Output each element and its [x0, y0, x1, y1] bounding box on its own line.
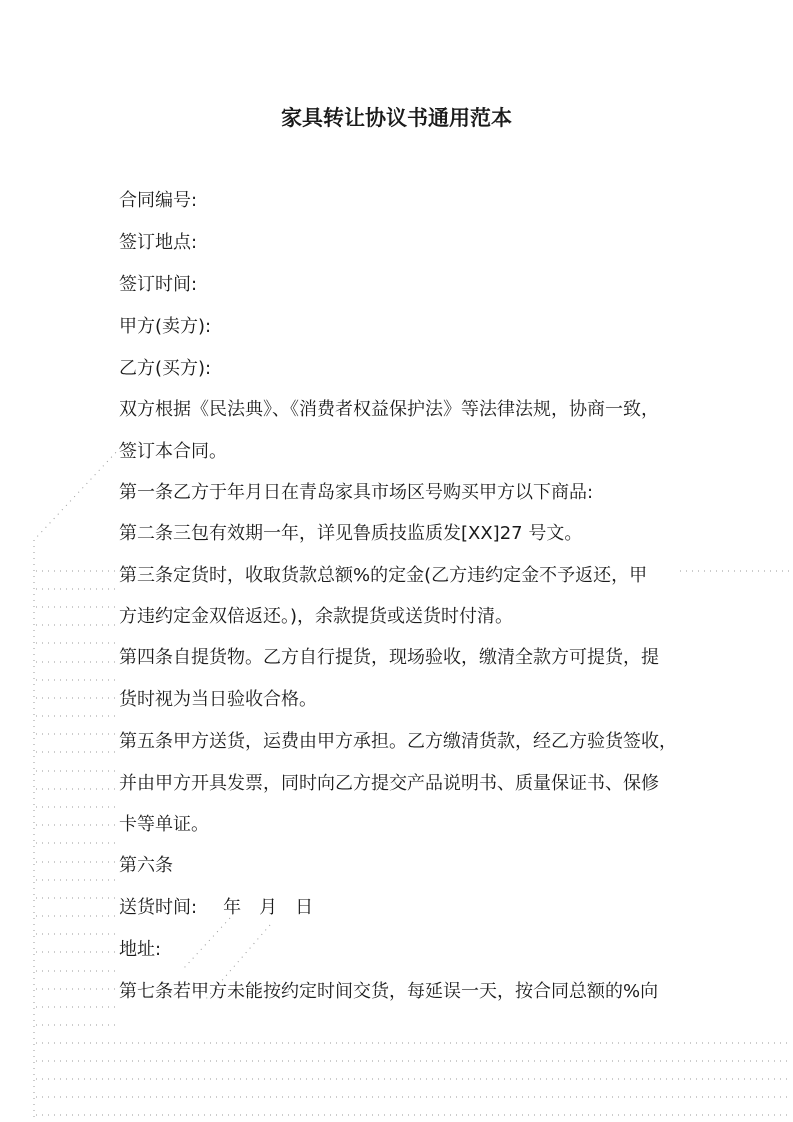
article-4-line-2: 货时视为当日验收合格。 [119, 689, 317, 710]
address-field: 地址: [119, 939, 162, 960]
document-title: 家具转让协议书通用范本 [281, 106, 512, 130]
article-3-line-2: 方违约定金双倍返还。)，余款提货或送货时付清。 [119, 606, 514, 627]
delivery-year-label: 年 [223, 897, 242, 918]
sign-place-field: 签订地点: [119, 232, 198, 253]
party-b-field: 乙方(买方): [119, 358, 212, 379]
sign-time-field: 签订时间: [119, 274, 198, 295]
contract-number-field: 合同编号: [119, 190, 198, 211]
article-5-line-1: 第五条甲方送货，运费由甲方承担。乙方缴清货款，经乙方验货签收， [119, 731, 677, 752]
intro-paragraph-line-2: 签订本合同。 [119, 441, 227, 462]
delivery-date-blanks [223, 896, 331, 920]
article-6-heading: 第六条 [119, 855, 173, 876]
article-5-line-2: 并由甲方开具发票，同时向乙方提交产品说明书、质量保证书、保修 [119, 773, 659, 794]
delivery-day-label: 日 [295, 897, 314, 918]
article-5-line-3: 卡等单证。 [119, 814, 209, 835]
intro-paragraph-line-1: 双方根据《民法典》、《消费者权益保护法》等法律法规，协商一致， [119, 399, 659, 420]
delivery-time-field [119, 896, 331, 920]
delivery-time-label: 送货时间: [119, 897, 198, 918]
article-4-line-1: 第四条自提货物。乙方自行提货，现场验收，缴清全款方可提货，提 [119, 647, 659, 668]
article-7-line-1: 第七条若甲方未能按约定时间交货，每延误一天，按合同总额的%向 [119, 981, 659, 1002]
article-2: 第二条三包有效期一年，详见鲁质技监质发[XX]27 号文。 [119, 523, 583, 544]
article-3-line-1: 第三条定货时，收取货款总额%的定金(乙方违约定金不予返还，甲 [119, 565, 648, 586]
party-a-field: 甲方(卖方): [119, 316, 212, 337]
article-1: 第一条乙方于年月日在青岛家具市场区号购买甲方以下商品: [119, 482, 594, 503]
delivery-month-label: 月 [259, 897, 278, 918]
